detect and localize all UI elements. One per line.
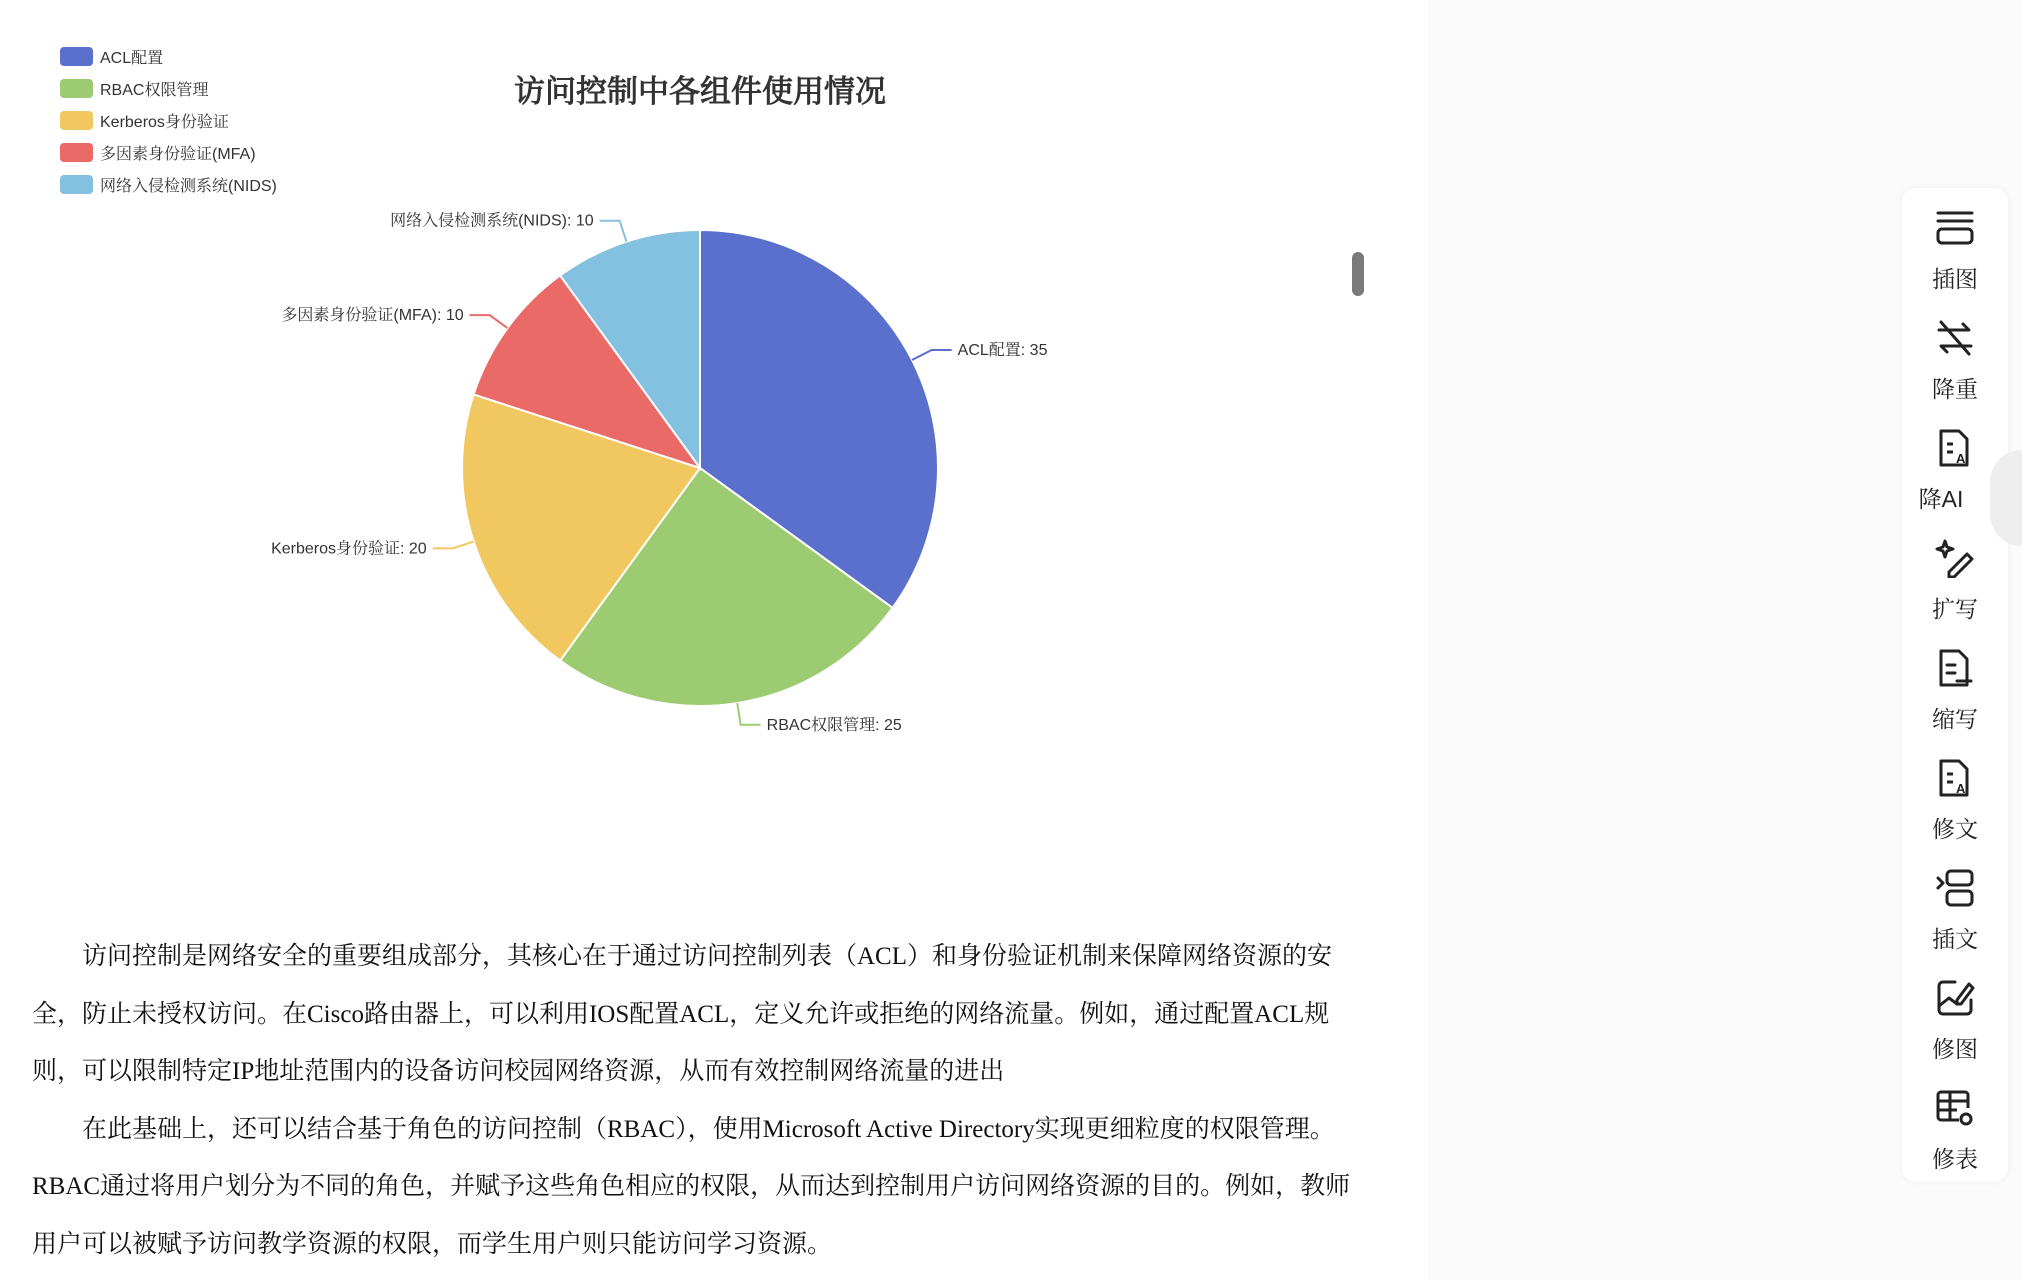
tool-label: 插文 bbox=[1932, 926, 1978, 952]
pie-label-line-2 bbox=[433, 542, 474, 549]
article-paragraph-2: 在此基础上，还可以结合基于角色的访问控制（RBAC），使用Microsoft Active Directory实现更细粒度的权限管理。RBAC通过将用户划分为不同的角色，并赋予这些角色相应的权限，从而达到控制用户访问网络资源的目的。例如，教师用户可以被赋予访问教学资源的权限，而学生用户则只能访问学习资源。 bbox=[32, 1115, 1351, 1258]
edit-table-button[interactable] bbox=[1902, 1078, 2008, 1188]
ai-toolbar bbox=[1902, 188, 2008, 1182]
dedupe-button[interactable] bbox=[1902, 308, 2008, 418]
insert-image-button[interactable] bbox=[1902, 198, 2008, 308]
pie-label-line-4 bbox=[600, 221, 627, 242]
svg-text:AI: AI bbox=[1956, 781, 1969, 796]
pie-label-line-0 bbox=[912, 350, 952, 360]
tool-label: 降重 bbox=[1932, 376, 1978, 402]
edit-table-icon bbox=[1935, 1088, 1975, 1128]
tool-label: 扩写 bbox=[1932, 596, 1978, 622]
legend-label: 网络入侵检测系统(NIDS) bbox=[100, 177, 277, 195]
insert-image-icon bbox=[1935, 208, 1975, 248]
svg-text:AI: AI bbox=[1956, 451, 1969, 466]
revise-text-button[interactable] bbox=[1902, 748, 2008, 858]
chart-title: 访问控制中各组件使用情况 bbox=[514, 74, 886, 109]
pie-slice-label-1: RBAC权限管理: 25 bbox=[766, 716, 902, 734]
scrollbar-thumb[interactable] bbox=[1352, 252, 1364, 296]
tool-label: 修图 bbox=[1932, 1036, 1978, 1062]
pie-label-line-3 bbox=[470, 315, 508, 328]
insert-text-button[interactable] bbox=[1902, 858, 2008, 968]
tool-label: 缩写 bbox=[1932, 706, 1978, 732]
tool-label: 插图 bbox=[1932, 266, 1978, 292]
article-paragraph-1: 访问控制是网络安全的重要组成部分，其核心在于通过访问控制列表（ACL）和身份验证机制来保障网络资源的安全，防止未授权访问。在Cisco路由器上，可以利用IOS配置ACL，定义允许或拒绝的网络流量。例如，通过配置ACL规则，可以限制特定IP地址范围内的设备访问校园网络资源，从而有效控制网络流量的进出 bbox=[32, 943, 1333, 1085]
pie-slice-label-2: Kerberos身份验证: 20 bbox=[271, 540, 427, 558]
pie-slice-label-4: 网络入侵检测系统(NIDS): 10 bbox=[390, 212, 594, 230]
legend-label: ACL配置 bbox=[100, 49, 164, 67]
tool-label: 修表 bbox=[1932, 1146, 1978, 1172]
condense-icon bbox=[1935, 648, 1975, 688]
pie-slice-label-3: 多因素身份验证(MFA): 10 bbox=[281, 307, 464, 325]
article-body bbox=[32, 928, 1362, 1273]
condense-button[interactable] bbox=[1902, 638, 2008, 748]
edit-image-button[interactable] bbox=[1902, 968, 2008, 1078]
pie-chart bbox=[0, 0, 1428, 800]
insert-text-icon bbox=[1935, 868, 1975, 908]
dedupe-icon bbox=[1935, 318, 1975, 358]
edit-image-icon bbox=[1935, 978, 1975, 1018]
tool-label: 降AI bbox=[1918, 486, 1964, 512]
expand-write-button[interactable] bbox=[1902, 528, 2008, 638]
revise-text-icon bbox=[1935, 758, 1975, 798]
legend-label: Kerberos身份验证 bbox=[100, 113, 229, 131]
tool-label: 修文 bbox=[1932, 816, 1978, 842]
legend-label: RBAC权限管理 bbox=[100, 81, 209, 99]
pie-slice-label-0: ACL配置: 35 bbox=[957, 341, 1048, 359]
expand-write-icon bbox=[1935, 538, 1975, 578]
reduce-ai-icon bbox=[1935, 428, 1975, 468]
legend-label: 多因素身份验证(MFA) bbox=[100, 145, 256, 163]
side-panel-toggle[interactable] bbox=[1990, 450, 2022, 546]
pie-label-line-1 bbox=[737, 703, 760, 725]
